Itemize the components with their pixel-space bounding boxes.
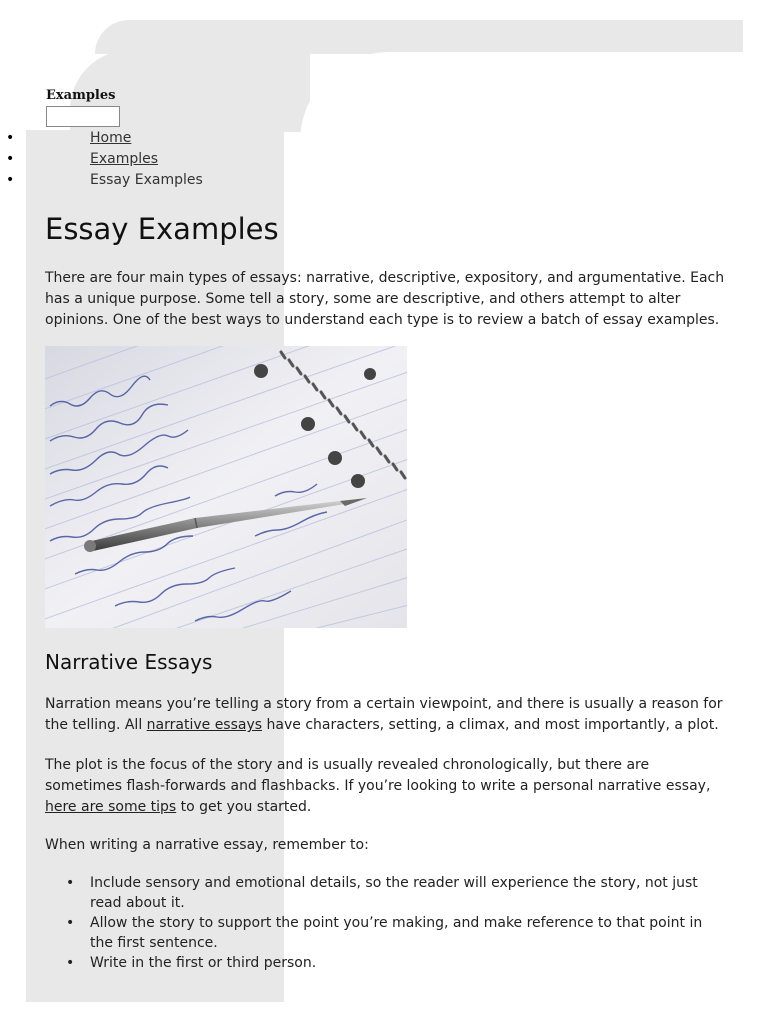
notebook-pen-image — [45, 346, 407, 628]
breadcrumb — [0, 128, 203, 191]
essay-photo — [45, 346, 407, 628]
tips-link[interactable]: here are some tips — [45, 799, 177, 815]
paragraph-text: to get you started. — [176, 799, 312, 815]
paragraph-text: Narration means you’re telling a story from a certain viewpoint, and there is usually a reason for the telling. All — [45, 696, 723, 733]
paragraph-text: have characters, setting, a climax, and most importantly, a plot. — [262, 717, 719, 733]
background-cutout — [300, 52, 743, 172]
narrative-essays-link[interactable]: narrative essays — [146, 717, 263, 733]
section-title-narrative: Narrative Essays — [45, 650, 213, 674]
paragraph-text: The plot is the focus of the story and is usually revealed chronologically, but there are sometimes flash-forwards and flashbacks. If you’re looking to write a personal narrative essay, — [45, 757, 711, 794]
intro-paragraph: There are four main types of essays: narrative, descriptive, expository, and argumentative. Each has a unique purpose. Some tell a story, some are descriptive, and others attempt to alter opinions. One of the best ways to understand each type is to review a batch of essay examples. — [45, 270, 725, 328]
paragraph-narration — [45, 694, 725, 736]
breadcrumb-current: Essay Examples — [90, 172, 203, 188]
breadcrumb-item-home — [0, 128, 203, 149]
breadcrumb-item-current — [0, 170, 203, 191]
paragraph-remember: When writing a narrative essay, remember to: — [45, 837, 369, 853]
breadcrumb-link-examples[interactable]: Examples — [90, 151, 159, 167]
list-item: • Include sensory and emotional details, so the reader will experience the story, not just read about it. — [45, 873, 705, 913]
tips-list — [45, 873, 705, 973]
background-band — [95, 20, 743, 54]
list-item: • Allow the story to support the point you’re making, and make reference to that point in the first sentence. — [45, 913, 705, 953]
paragraph-plot — [45, 755, 725, 818]
site-brand[interactable]: Examples — [46, 88, 116, 103]
list-item: • Write in the first or third person. — [45, 953, 705, 973]
breadcrumb-link-home[interactable]: Home — [90, 130, 132, 146]
page-title: Essay Examples — [45, 212, 279, 246]
breadcrumb-item-examples — [0, 149, 203, 170]
search-input[interactable] — [46, 106, 120, 127]
